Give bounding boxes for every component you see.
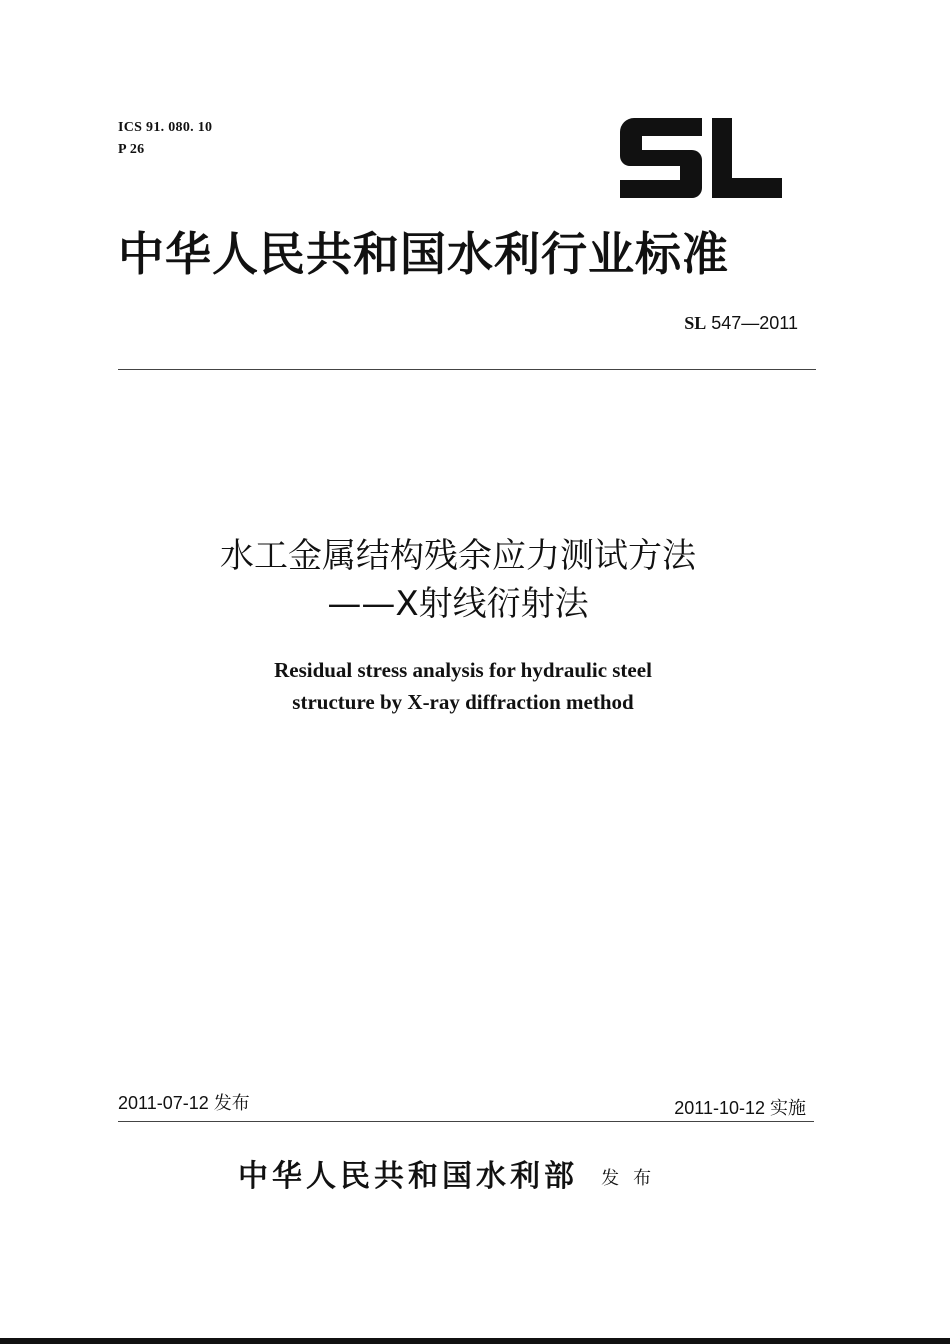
implementation-date: 2011-10-12 实施: [674, 1098, 806, 1118]
english-title-line-2: structure by X-ray diffraction method: [292, 690, 634, 714]
publisher: [238, 1155, 665, 1199]
issue-date: 2011-07-12 发布: [118, 1093, 250, 1113]
footer-divider: [118, 1121, 814, 1122]
industry-standard-title: 中华人民共和国水利行业标准: [118, 227, 729, 281]
chinese-title-line-2: ——X射线衍射法: [327, 584, 589, 624]
ics-code: ICS 91. 080. 10: [118, 120, 213, 135]
header-divider: [118, 369, 816, 370]
english-title: [0, 654, 926, 718]
chinese-title: [0, 532, 916, 628]
sl-logo: [616, 112, 786, 202]
english-title-line-1: Residual stress analysis for hydraulic steel: [274, 658, 652, 682]
ccs-code: P 26: [118, 142, 145, 157]
standard-code: 547—2011: [711, 313, 798, 333]
standard-prefix: SL: [684, 313, 707, 333]
chinese-title-line-1: 水工金属结构残余应力测试方法: [220, 536, 696, 576]
classification-codes: [118, 117, 212, 161]
page-bottom-edge: [0, 1338, 950, 1344]
standard-number: [684, 311, 798, 335]
publisher-organization: 中华人民共和国水利部: [238, 1159, 578, 1194]
publish-label: 发布: [601, 1168, 666, 1189]
